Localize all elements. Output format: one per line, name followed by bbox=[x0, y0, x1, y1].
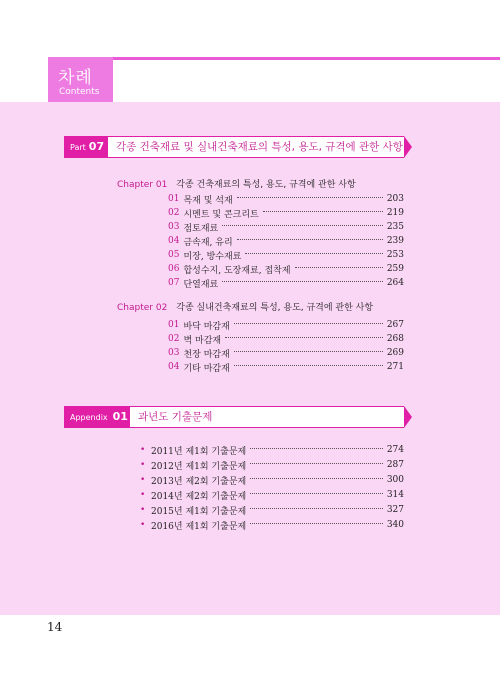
part-tab bbox=[64, 136, 108, 158]
toc-item-title: 시멘트 및 콘크리트 bbox=[183, 209, 259, 220]
toc-item-number: 03 bbox=[168, 348, 180, 358]
exam-item[interactable] bbox=[140, 519, 404, 531]
exam-item-title: 2013년 제2회 기출문제 bbox=[151, 476, 247, 487]
toc-item-title: 점토재료 bbox=[183, 223, 219, 234]
toc-item-title: 천장 마감재 bbox=[183, 349, 230, 360]
dot-leader bbox=[250, 523, 383, 524]
toc-item-title: 기타 마감재 bbox=[183, 363, 230, 374]
exam-item-title: 2014년 제2회 기출문제 bbox=[151, 491, 247, 502]
chapter-label: Chapter 01 bbox=[117, 180, 168, 190]
part-label: Part bbox=[70, 143, 86, 152]
exam-item[interactable] bbox=[140, 504, 404, 516]
dot-leader bbox=[295, 267, 383, 268]
chapter-heading[interactable] bbox=[117, 177, 356, 190]
toc-item-number: 06 bbox=[168, 264, 180, 274]
exam-item[interactable] bbox=[140, 489, 404, 501]
bullet-icon: • bbox=[140, 505, 146, 515]
appendix-arrow-icon bbox=[404, 406, 412, 428]
bullet-icon: • bbox=[140, 475, 146, 485]
toc-item-title: 미장, 방수재료 bbox=[183, 251, 242, 262]
dot-leader bbox=[225, 337, 383, 338]
appendix-number: 01 bbox=[112, 410, 128, 423]
appendix-tab bbox=[64, 406, 130, 428]
toc-item-number: 02 bbox=[168, 208, 180, 218]
toc-item-title: 바닥 마감재 bbox=[183, 321, 230, 332]
exam-item-page: 287 bbox=[386, 460, 404, 470]
dot-leader bbox=[250, 463, 383, 464]
exam-item-page: 340 bbox=[386, 520, 404, 530]
appendix-label: Appendix bbox=[70, 413, 108, 422]
toc-item-number: 07 bbox=[168, 278, 180, 288]
exam-item[interactable] bbox=[140, 444, 404, 456]
exam-item-title: 2016년 제1회 기출문제 bbox=[151, 521, 247, 532]
exam-item-page: 327 bbox=[386, 505, 404, 515]
toc-item-title: 목재 및 석재 bbox=[183, 195, 233, 206]
bullet-icon: • bbox=[140, 520, 146, 530]
appendix-title: 과년도 기출문제 bbox=[130, 406, 404, 428]
exam-item-title: 2011년 제1회 기출문제 bbox=[151, 446, 247, 457]
exam-item[interactable] bbox=[140, 459, 404, 471]
toc-item-page: 259 bbox=[386, 264, 404, 274]
dot-leader bbox=[222, 225, 383, 226]
toc-item-number: 03 bbox=[168, 222, 180, 232]
dot-leader bbox=[263, 211, 383, 212]
toc-item-number: 01 bbox=[168, 194, 180, 204]
toc-item-number: 04 bbox=[168, 236, 180, 246]
chapter-label: Chapter 02 bbox=[117, 303, 168, 313]
dot-leader bbox=[250, 448, 383, 449]
dot-leader bbox=[234, 351, 383, 352]
dot-leader bbox=[250, 508, 383, 509]
toc-item-page: 235 bbox=[386, 222, 404, 232]
chapter-title: 각종 건축재료의 특성, 용도, 규격에 관한 사항 bbox=[176, 180, 356, 190]
part-heading[interactable] bbox=[64, 136, 404, 158]
exam-item-page: 274 bbox=[386, 445, 404, 455]
toc-item[interactable] bbox=[168, 193, 404, 205]
exam-item-page: 314 bbox=[386, 490, 404, 500]
toc-item-page: 269 bbox=[386, 348, 404, 358]
contents-title-en: Contents bbox=[59, 87, 100, 97]
part-number: 07 bbox=[88, 140, 105, 153]
toc-item-title: 합성수지, 도장재료, 접착제 bbox=[183, 265, 291, 276]
page-number: 14 bbox=[47, 620, 63, 634]
toc-item[interactable] bbox=[168, 235, 404, 247]
toc-item-page: 219 bbox=[386, 208, 404, 218]
toc-item-page: 253 bbox=[386, 250, 404, 260]
contents-title-ko: 차례 bbox=[58, 68, 93, 88]
dot-leader bbox=[245, 253, 382, 254]
toc-item-page: 203 bbox=[386, 194, 404, 204]
toc-item-number: 04 bbox=[168, 362, 180, 372]
toc-item[interactable] bbox=[168, 319, 404, 331]
exam-item-page: 300 bbox=[386, 475, 404, 485]
toc-item-title: 벽 마감재 bbox=[183, 335, 222, 346]
toc-item-page: 239 bbox=[386, 236, 404, 246]
toc-item-title: 단열재료 bbox=[183, 279, 219, 290]
bullet-icon: • bbox=[140, 490, 146, 500]
dot-leader bbox=[237, 197, 383, 198]
toc-item[interactable] bbox=[168, 221, 404, 233]
toc-item-title: 금속재, 유리 bbox=[183, 237, 233, 248]
toc-item-page: 271 bbox=[386, 362, 404, 372]
toc-item[interactable] bbox=[168, 207, 404, 219]
dot-leader bbox=[237, 239, 383, 240]
bullet-icon: • bbox=[140, 460, 146, 470]
exam-item-title: 2012년 제1회 기출문제 bbox=[151, 461, 247, 472]
toc-item-number: 05 bbox=[168, 250, 180, 260]
dot-leader bbox=[250, 493, 383, 494]
dot-leader bbox=[234, 323, 383, 324]
toc-item[interactable] bbox=[168, 277, 404, 289]
toc-item[interactable] bbox=[168, 347, 404, 359]
toc-item-page: 264 bbox=[386, 278, 404, 288]
part-arrow-icon bbox=[404, 136, 412, 158]
toc-item-page: 268 bbox=[386, 334, 404, 344]
bullet-icon: • bbox=[140, 445, 146, 455]
header-rule bbox=[48, 57, 500, 60]
exam-item-title: 2015년 제1회 기출문제 bbox=[151, 506, 247, 517]
chapter-title: 각종 실내건축재료의 특성, 용도, 규격에 관한 사항 bbox=[176, 303, 374, 313]
toc-item-page: 267 bbox=[386, 320, 404, 330]
dot-leader bbox=[222, 281, 383, 282]
toc-item[interactable] bbox=[168, 249, 404, 261]
part-title: 각종 건축재료 및 실내건축재료의 특성, 용도, 규격에 관한 사항 bbox=[108, 136, 404, 158]
toc-item[interactable] bbox=[168, 361, 404, 373]
exam-item[interactable] bbox=[140, 474, 404, 486]
dot-leader bbox=[250, 478, 383, 479]
toc-item[interactable] bbox=[168, 333, 404, 345]
contents-header bbox=[48, 57, 113, 102]
toc-item[interactable] bbox=[168, 263, 404, 275]
dot-leader bbox=[234, 365, 383, 366]
toc-item-number: 01 bbox=[168, 320, 180, 330]
toc-item-number: 02 bbox=[168, 334, 180, 344]
appendix-heading[interactable] bbox=[64, 406, 404, 428]
chapter-heading[interactable] bbox=[117, 300, 373, 313]
